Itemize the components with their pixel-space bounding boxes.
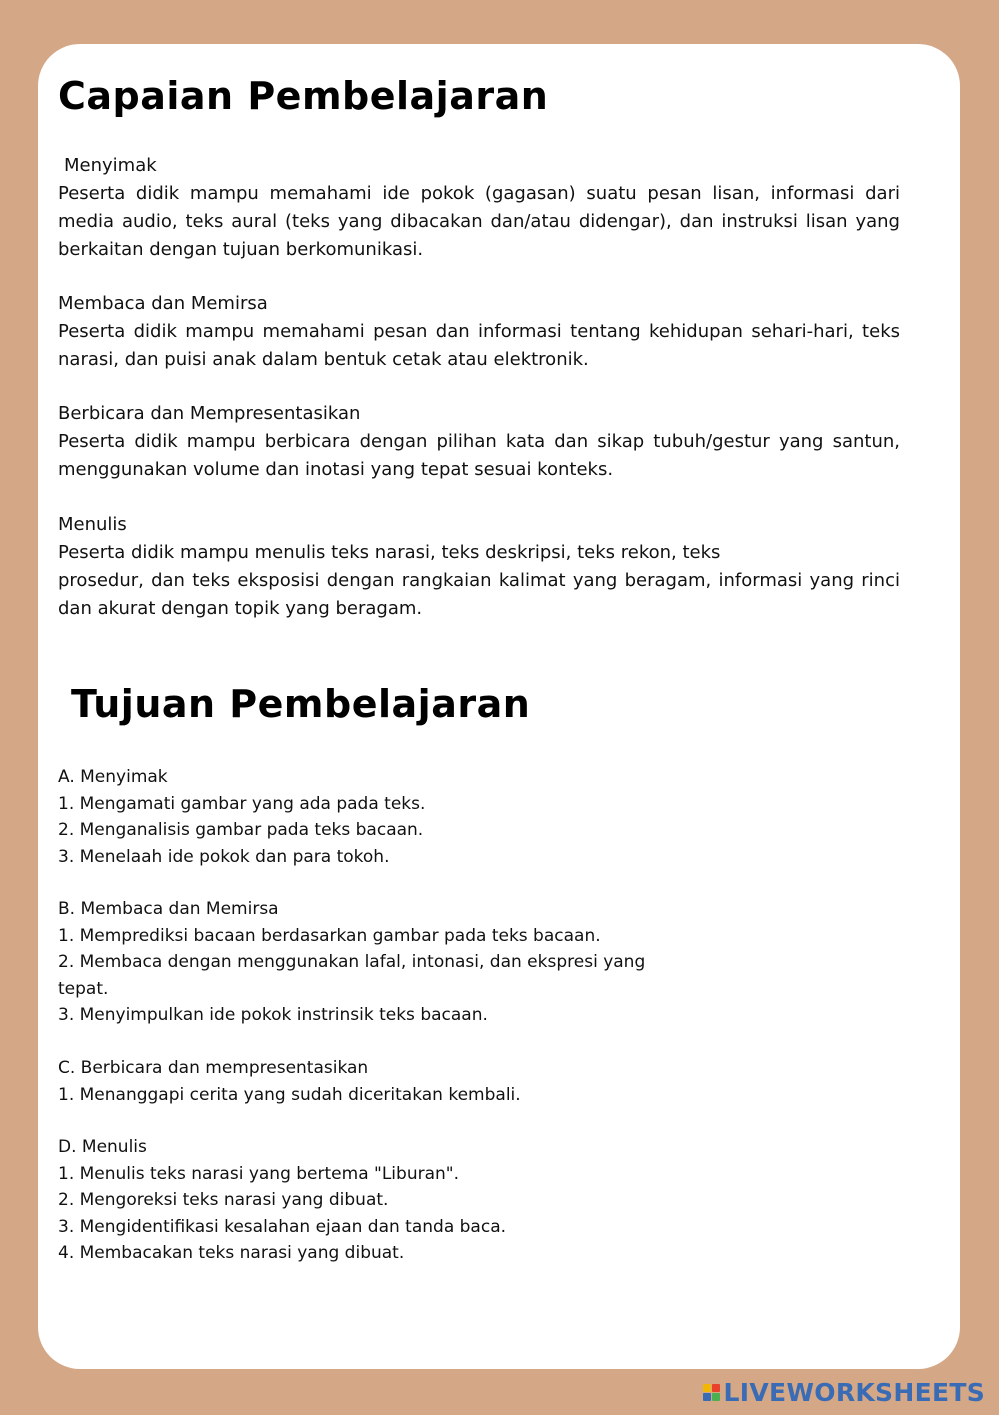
- list-item: 2. Membaca dengan menggunakan lafal, intonasi, dan ekspresi yang: [58, 952, 646, 972]
- logo-square: [712, 1384, 720, 1392]
- tujuan-title: Tujuan Pembelajaran: [71, 682, 531, 726]
- list-item: 1. Memprediksi bacaan berdasarkan gambar pada teks bacaan.: [58, 925, 601, 946]
- tujuan-section-menulis: [58, 1134, 758, 1267]
- list-item: 3. Mengidentifikasi kesalahan ejaan dan tanda baca.: [58, 1216, 507, 1237]
- capaian-title: Capaian Pembelajaran: [58, 74, 549, 118]
- list-item: 3. Menyimpulkan ide pokok instrinsik teks bacaan.: [58, 1005, 488, 1025]
- logo-square: [712, 1393, 720, 1401]
- logo-text: LIVEWORKSHEETS: [723, 1378, 985, 1407]
- worksheet-card: [38, 44, 960, 1369]
- section-label: Menulis: [58, 514, 127, 535]
- list-item: 2. Mengoreksi teks narasi yang dibuat.: [58, 1190, 389, 1210]
- capaian-section-membaca: [58, 290, 900, 374]
- section-text: prosedur, dan teks eksposisi dengan rangkaian kalimat yang beragam, informasi yang rinci dan akurat dengan topik yang beragam.: [58, 570, 900, 619]
- tujuan-section-menyimak: [58, 764, 758, 870]
- list-item: 1. Mengamati gambar yang ada pada teks.: [58, 793, 426, 814]
- section-label: Berbicara dan Mempresentasikan: [58, 403, 361, 424]
- section-label: Menyimak: [64, 155, 157, 176]
- section-text: Peserta didik mampu berbicara dengan pilihan kata dan sikap tubuh/gestur yang santun, menggunakan volume dan inotasi yang tepat sesuai konteks.: [58, 431, 900, 480]
- capaian-section-menyimak: [58, 152, 900, 264]
- section-text-line: Peserta didik mampu menulis teks narasi, teks deskripsi, teks rekon, teks: [58, 542, 721, 563]
- list-item: 2. Menganalisis gambar pada teks bacaan.: [58, 820, 424, 840]
- section-label: Membaca dan Memirsa: [58, 293, 268, 314]
- liveworksheets-logo[interactable]: [703, 1378, 985, 1407]
- section-text: Peserta didik mampu memahami ide pokok (gagasan) suatu pesan lisan, informasi dari media audio, teks aural (teks yang dibacakan dan/atau didengar), dan instruksi lisan yang berkaitan dengan tujuan berkomunikasi.: [58, 183, 900, 260]
- section-label: A. Menyimak: [58, 767, 168, 787]
- capaian-section-menulis: [58, 511, 900, 623]
- list-item: 3. Menelaah ide pokok dan para tokoh.: [58, 846, 390, 867]
- logo-mark-icon: [703, 1384, 720, 1401]
- tujuan-section-berbicara: [58, 1055, 758, 1108]
- list-item: tepat.: [58, 978, 109, 999]
- section-label: D. Menulis: [58, 1137, 147, 1157]
- section-label: B. Membaca dan Memirsa: [58, 899, 279, 919]
- section-text: Peserta didik mampu memahami pesan dan informasi tentang kehidupan sehari-hari, teks narasi, dan puisi anak dalam bentuk cetak atau elektronik.: [58, 321, 900, 370]
- logo-square: [703, 1384, 711, 1392]
- section-label: C. Berbicara dan mempresentasikan: [58, 1058, 369, 1078]
- list-item: 1. Menanggapi cerita yang sudah diceritakan kembali.: [58, 1084, 521, 1105]
- list-item: 4. Membacakan teks narasi yang dibuat.: [58, 1243, 405, 1263]
- tujuan-section-membaca: [58, 896, 758, 1029]
- list-item: 1. Menulis teks narasi yang bertema "Liburan".: [58, 1163, 459, 1184]
- capaian-section-berbicara: [58, 400, 900, 484]
- logo-square: [703, 1393, 711, 1401]
